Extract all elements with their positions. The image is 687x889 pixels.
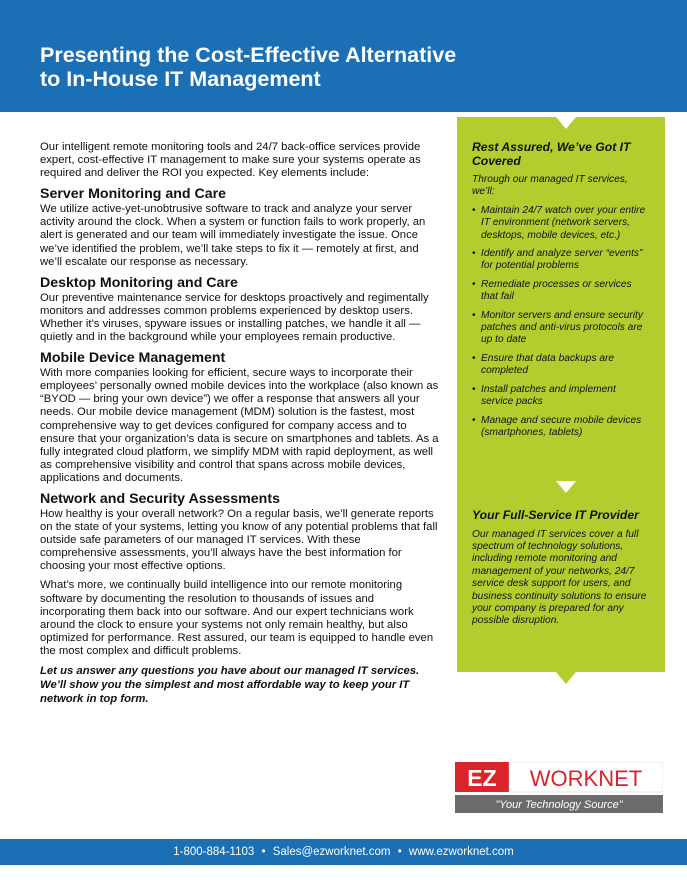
section-body-desktop: Our preventive maintenance service for desktops proactively and regimentally monitors and addresses common problems experienced by desktop users. Whether it’s viruses, spyware issues or installing patches, we handle it all — quietly and in the background while your employees remain productive. (40, 291, 429, 344)
sidebar-bottom-notch (556, 672, 576, 684)
ez-worknet-logo (455, 762, 663, 816)
sidebar-top-notch (556, 117, 576, 129)
list-item: • Ensure that data backups are completed (472, 353, 650, 378)
list-item: • Remediate processes or services that fail (472, 279, 650, 304)
sidebar-section-covered (472, 141, 650, 445)
sidebar-provider-body: Our managed IT services cover a full spectrum of technology solutions, including remote monitoring and management of your networks, 24/7 service desk support for users, and business continuity solutions to ensure your company is prepared for any possible disruption. (472, 528, 647, 627)
header-banner (0, 0, 687, 112)
sidebar-panel (457, 117, 665, 672)
section-title-network: Network and Security Assessments (40, 490, 280, 507)
footer-separator: • (261, 846, 266, 858)
footer-separator: • (397, 846, 402, 858)
logo-brand-worknet: WORKNET (529, 766, 643, 791)
title-line-1: Presenting the Cost-Effective Alternative (40, 43, 457, 67)
intro-paragraph: Our intelligent remote monitoring tools and 24/7 back-office services provide expert, cost-effective IT management to make sure your systems operate as required and deliver the ROI you expected. Key elements include: (40, 141, 421, 180)
list-item: • Identify and analyze server “events” for potential problems (472, 248, 650, 273)
section-title-desktop: Desktop Monitoring and Care (40, 274, 238, 291)
section-body-mobile: With more companies looking for efficient, secure ways to incorporate their employees’ personally owned mobile devices into the workplace (also known as “BYOD — bring your own device”) we offer a response that answers all your needs. Our mobile device management (MDM) solution is the fastest, most comprehensive way to get devices configured for company access and to ensure that your organization’s data is secure on smartphones and tablets. As a fully integrated cloud platform, we simplify MDM with rapid deployment, as well as comprehensive visibility and control that spans across mobile devices, applications and documents. (40, 367, 439, 484)
sidebar-list (472, 205, 650, 440)
section-body-server: We utilize active-yet-unobtrusive software to track and analyze your server activity around the clock. When a system or function fails to work properly, an alert is generated and our team will immediately investigate the issue. Once we’ve identified the problem, we’ll take steps to fix it — remotely at first, and we’ll escalate our response as necessary. (40, 203, 426, 268)
list-item: • Monitor servers and ensure security patches and anti-virus protocols are up to date (472, 310, 650, 347)
footer-bar (0, 839, 687, 865)
sidebar-section-provider (472, 509, 650, 634)
title-line-2: to In-House IT Management (40, 67, 321, 91)
sidebar-intro: Through our managed IT services, we’ll: (472, 174, 628, 198)
section-body-network: How healthy is your overall network? On a regular basis, we’ll generate reports on the state of your systems, letting you know of any potential problems that fall outside safe parameters of our managed IT services. With these comprehensive assessments, you’ll always have the best information for choosing your most effective options. (40, 507, 438, 573)
sidebar-mid-notch (556, 481, 576, 493)
sidebar-heading-covered: Rest Assured, We’ve Got IT Covered (472, 140, 631, 168)
section-title-server: Server Monitoring and Care (40, 186, 227, 203)
list-item: • Maintain 24/7 watch over your entire IT environment (network servers, desktops, mobile devices, etc.) (472, 205, 650, 242)
closing-paragraph: Let us answer any questions you have about our managed IT services. We’ll show you the simplest and most affordable way to keep your IT network in top form. (40, 665, 420, 705)
section-title-mobile: Mobile Device Management (40, 350, 226, 367)
footer-phone: 1-800-884-1103 (173, 846, 255, 858)
list-item: • Install patches and implement service packs (472, 384, 650, 409)
list-item: • Manage and secure mobile devices (smartphones, tablets) (472, 415, 650, 440)
logo-brand-ez: EZ (467, 765, 497, 791)
page-title (40, 43, 600, 91)
main-content (40, 141, 440, 706)
footer-email[interactable]: Sales@ezworknet.com (272, 846, 391, 858)
sidebar-heading-provider: Your Full-Service IT Provider (472, 508, 639, 522)
logo-tagline: "Your Technology Source" (495, 799, 623, 811)
footer-website[interactable]: www.ezworknet.com (408, 846, 514, 858)
extra-paragraph: What’s more, we continually build intelligence into our remote monitoring software by documenting the resolution to thousands of issues and incorporating them back into our software. And our expert technicians work around the clock to ensure your systems not only remain healthy, but also optimized for performance. Rest assured, our team is equipped to handle even the most complex and difficult problems. (40, 579, 434, 657)
